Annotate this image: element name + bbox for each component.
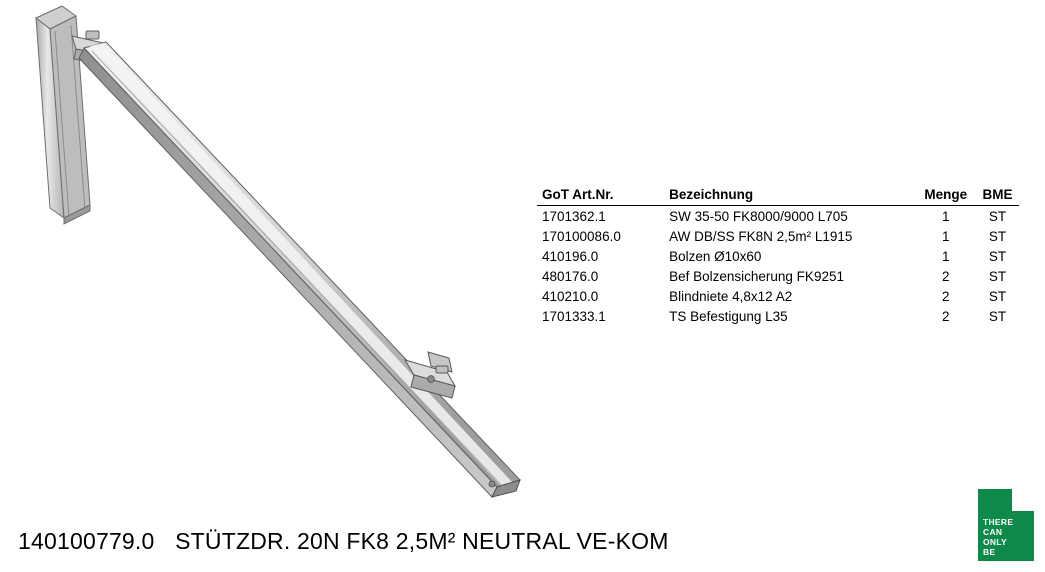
table-row <box>537 206 1019 227</box>
cell-bme: ST <box>988 288 1007 304</box>
cell-bme: ST <box>988 248 1007 264</box>
logo-line-3: ONLY <box>983 537 1008 547</box>
logo-text <box>983 517 1013 557</box>
logo-notch <box>1012 489 1034 511</box>
logo-line-1: THERE <box>983 517 1014 527</box>
logo-line-2: CAN <box>983 527 1003 537</box>
cell-bezeichnung: Bef Bolzensicherung FK9251 <box>669 268 844 284</box>
table-row <box>537 306 1019 326</box>
cell-art-nr: 480176.0 <box>542 268 599 284</box>
diagonal-strut <box>79 42 520 497</box>
cell-menge: 1 <box>941 208 950 224</box>
table-header-row <box>537 186 1019 206</box>
brand-logo <box>978 489 1034 561</box>
cell-bezeichnung: TS Befestigung L35 <box>669 308 788 324</box>
cell-bezeichnung: Blindniete 4,8x12 A2 <box>669 288 793 304</box>
technical-drawing <box>0 0 540 510</box>
cell-art-nr: 1701362.1 <box>542 208 606 224</box>
cell-bme: ST <box>988 308 1007 324</box>
logo-line-4: BE <box>983 547 996 557</box>
column-header-bezeichnung: Bezeichnung <box>657 186 915 206</box>
parts-table-body <box>537 206 1019 327</box>
cell-bezeichnung: AW DB/SS FK8N 2,5m² L1915 <box>669 228 853 244</box>
cell-bme: ST <box>988 268 1007 284</box>
footer-part-number: 140100779.0 <box>18 528 155 554</box>
column-header-bme: BME <box>976 186 1019 206</box>
footer-title: STÜTZDR. 20N FK8 2,5M² NEUTRAL VE-KOM <box>175 528 669 554</box>
cell-bezeichnung: Bolzen Ø10x60 <box>669 248 762 264</box>
table-row <box>537 286 1019 306</box>
cell-bme: ST <box>988 228 1007 244</box>
parts-table-header <box>537 186 1019 206</box>
column-header-menge: Menge <box>915 186 976 206</box>
cell-art-nr: 410196.0 <box>542 248 599 264</box>
cell-menge: 2 <box>941 288 950 304</box>
cell-art-nr: 1701333.1 <box>542 308 606 324</box>
column-header-art-nr: GoT Art.Nr. <box>537 186 657 206</box>
footer-caption <box>18 528 669 555</box>
support-arm-drawing-svg <box>0 0 540 510</box>
cell-bme: ST <box>988 208 1007 224</box>
table-row <box>537 266 1019 286</box>
cell-art-nr: 170100086.0 <box>542 228 621 244</box>
parts-table <box>537 186 1019 326</box>
table-row <box>537 246 1019 266</box>
cell-menge: 1 <box>941 248 950 264</box>
cell-menge: 2 <box>941 268 950 284</box>
cell-menge: 1 <box>941 228 950 244</box>
cell-art-nr: 410210.0 <box>542 288 599 304</box>
cell-menge: 2 <box>941 308 950 324</box>
cell-bezeichnung: SW 35-50 FK8000/9000 L705 <box>669 208 848 224</box>
table-row <box>537 226 1019 246</box>
